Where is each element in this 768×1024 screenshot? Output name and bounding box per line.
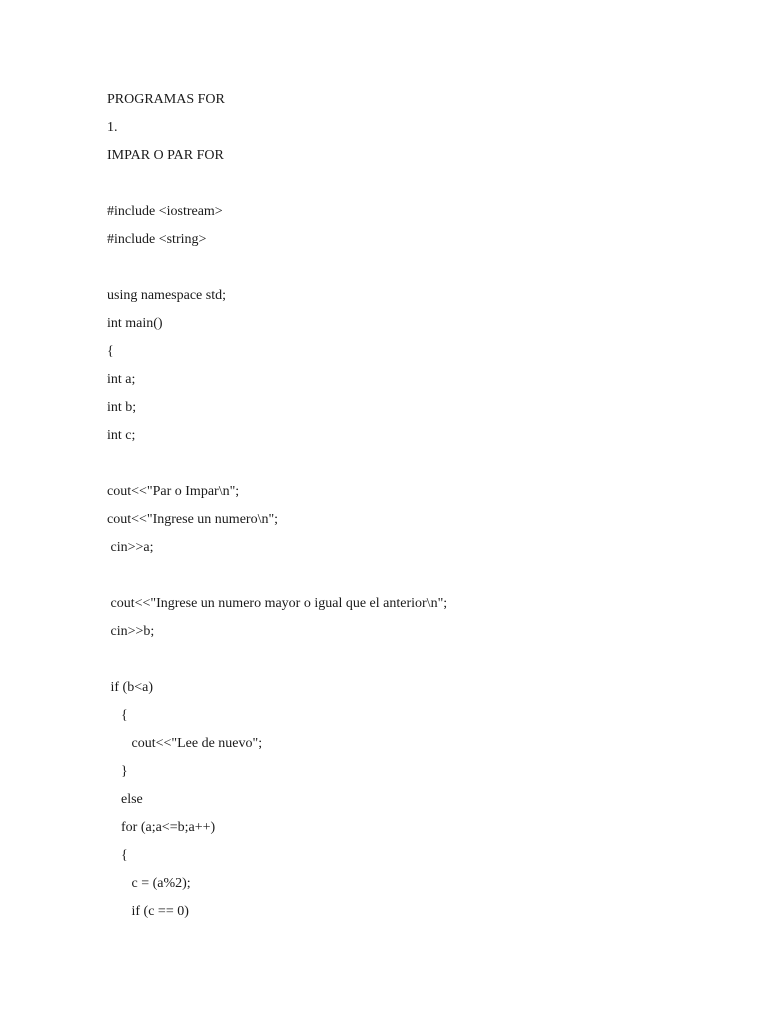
code-line: cout<<"Ingrese un numero mayor o igual que el anterior\n"; [107, 596, 448, 611]
section-title: IMPAR O PAR FOR [107, 148, 224, 163]
code-line: if (b<a) [107, 680, 153, 695]
code-line: for (a;a<=b;a++) [107, 820, 216, 835]
code-line: #include <iostream> [107, 204, 223, 219]
code-line: cin>>a; [107, 540, 154, 555]
code-line: int a; [107, 372, 136, 387]
blank-line [107, 173, 727, 201]
code-line: int b; [107, 400, 137, 415]
code-line [107, 565, 727, 593]
code-line: { [107, 344, 114, 359]
code-line: { [107, 848, 128, 863]
code-line: int main() [107, 316, 163, 331]
code-line: using namespace std; [107, 288, 226, 303]
code-line [107, 453, 727, 481]
code-line: } [107, 764, 128, 779]
code-line: int c; [107, 428, 136, 443]
code-line: if (c == 0) [107, 904, 189, 919]
document-body [107, 89, 727, 929]
code-line [107, 649, 727, 677]
document-title: PROGRAMAS FOR [107, 92, 225, 107]
code-line: #include <string> [107, 232, 207, 247]
code-line: cout<<"Par o Impar\n"; [107, 484, 240, 499]
section-number: 1. [107, 120, 118, 135]
code-line: else [107, 792, 143, 807]
code-line [107, 257, 727, 285]
code-line: cin>>b; [107, 624, 155, 639]
code-line: { [107, 708, 128, 723]
code-line: c = (a%2); [107, 876, 191, 891]
code-line: cout<<"Ingrese un numero\n"; [107, 512, 279, 527]
code-line: cout<<"Lee de nuevo"; [107, 736, 263, 751]
